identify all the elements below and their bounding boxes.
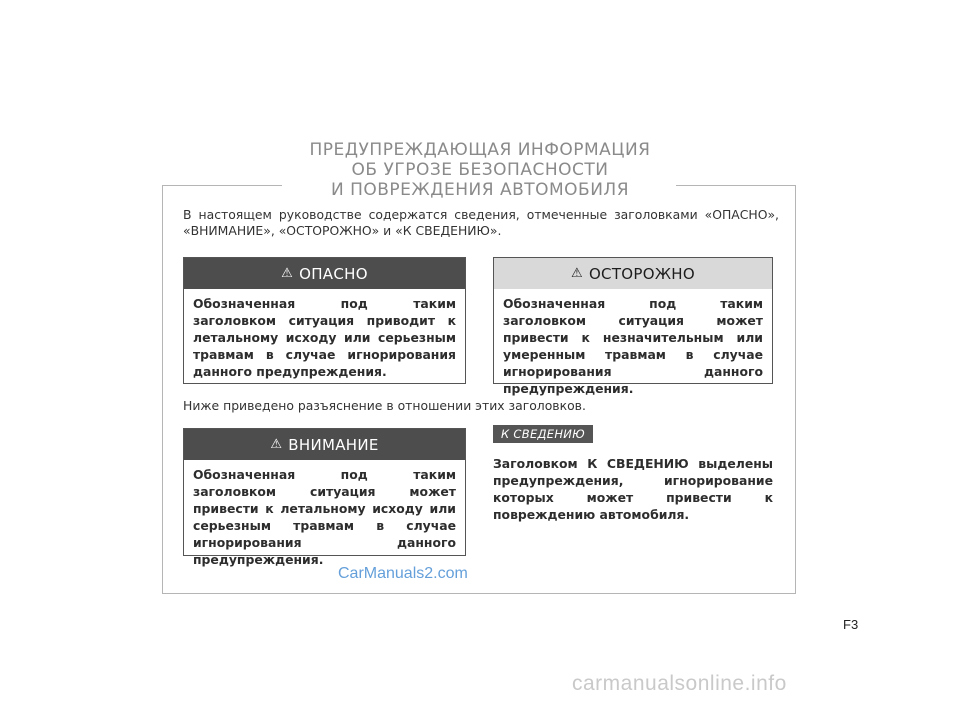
title-line-1: ПРЕДУПРЕЖДАЮЩАЯ ИНФОРМАЦИЯ: [309, 140, 651, 160]
danger-label: ОПАСНО: [299, 264, 368, 283]
notice-label: К СВЕДЕНИЮ: [493, 425, 593, 443]
caution-header: [494, 258, 772, 289]
warning-box: [183, 428, 466, 567]
danger-header: [184, 258, 465, 289]
title-line-2: ОБ УГРОЗЕ БЕЗОПАСНОСТИ: [351, 160, 609, 180]
intro-paragraph: В настоящем руководстве содержатся сведения, отмеченные заголовками «ОПАСНО», «ВНИМАНИЕ», «ОСТОРОЖНО» и «К СВЕДЕНИЮ».: [183, 207, 779, 238]
warning-text: Обозначенная под таким заголовком ситуация может привести к летальному исходу или серьезным травмам в случае игнорирования данного предупреждения.: [193, 467, 456, 567]
frame-top-right-line: [676, 185, 796, 186]
danger-box: [183, 257, 466, 384]
notice-text: Заголовком К СВЕДЕНИЮ выделены предупреждения, игнорирование которых может привести к повреждению автомобиля.: [493, 456, 773, 522]
caution-label: ОСТОРОЖНО: [588, 264, 695, 283]
explanation-text: Ниже приведено разъяснение в отношении этих заголовков.: [183, 398, 586, 413]
title-line-3: И ПОВРЕЖДЕНИЯ АВТОМОБИЛЯ: [330, 180, 630, 200]
warning-header: [184, 429, 465, 460]
caution-text: Обозначенная под таким заголовком ситуация может привести к незначительным или умеренным травмам в случае игнорирования данного предупреждения.: [503, 296, 763, 396]
caution-box: [493, 257, 773, 396]
warning-triangle-outline-icon: ⚠: [570, 266, 583, 281]
danger-text: Обозначенная под таким заголовком ситуация приводит к летальному исходу или серьезным травмам в случае игнорирования данного предупреждения.: [193, 296, 456, 379]
page-number: F3: [843, 617, 859, 632]
warning-label: ВНИМАНИЕ: [288, 435, 379, 454]
watermark-text: CarManuals2.com: [338, 565, 468, 582]
footer-watermark: carmanualsonline.info: [572, 672, 787, 695]
warning-triangle-icon: ⚠: [270, 437, 283, 452]
warning-triangle-icon: ⚠: [281, 266, 294, 281]
frame-top-left-line: [162, 185, 282, 186]
